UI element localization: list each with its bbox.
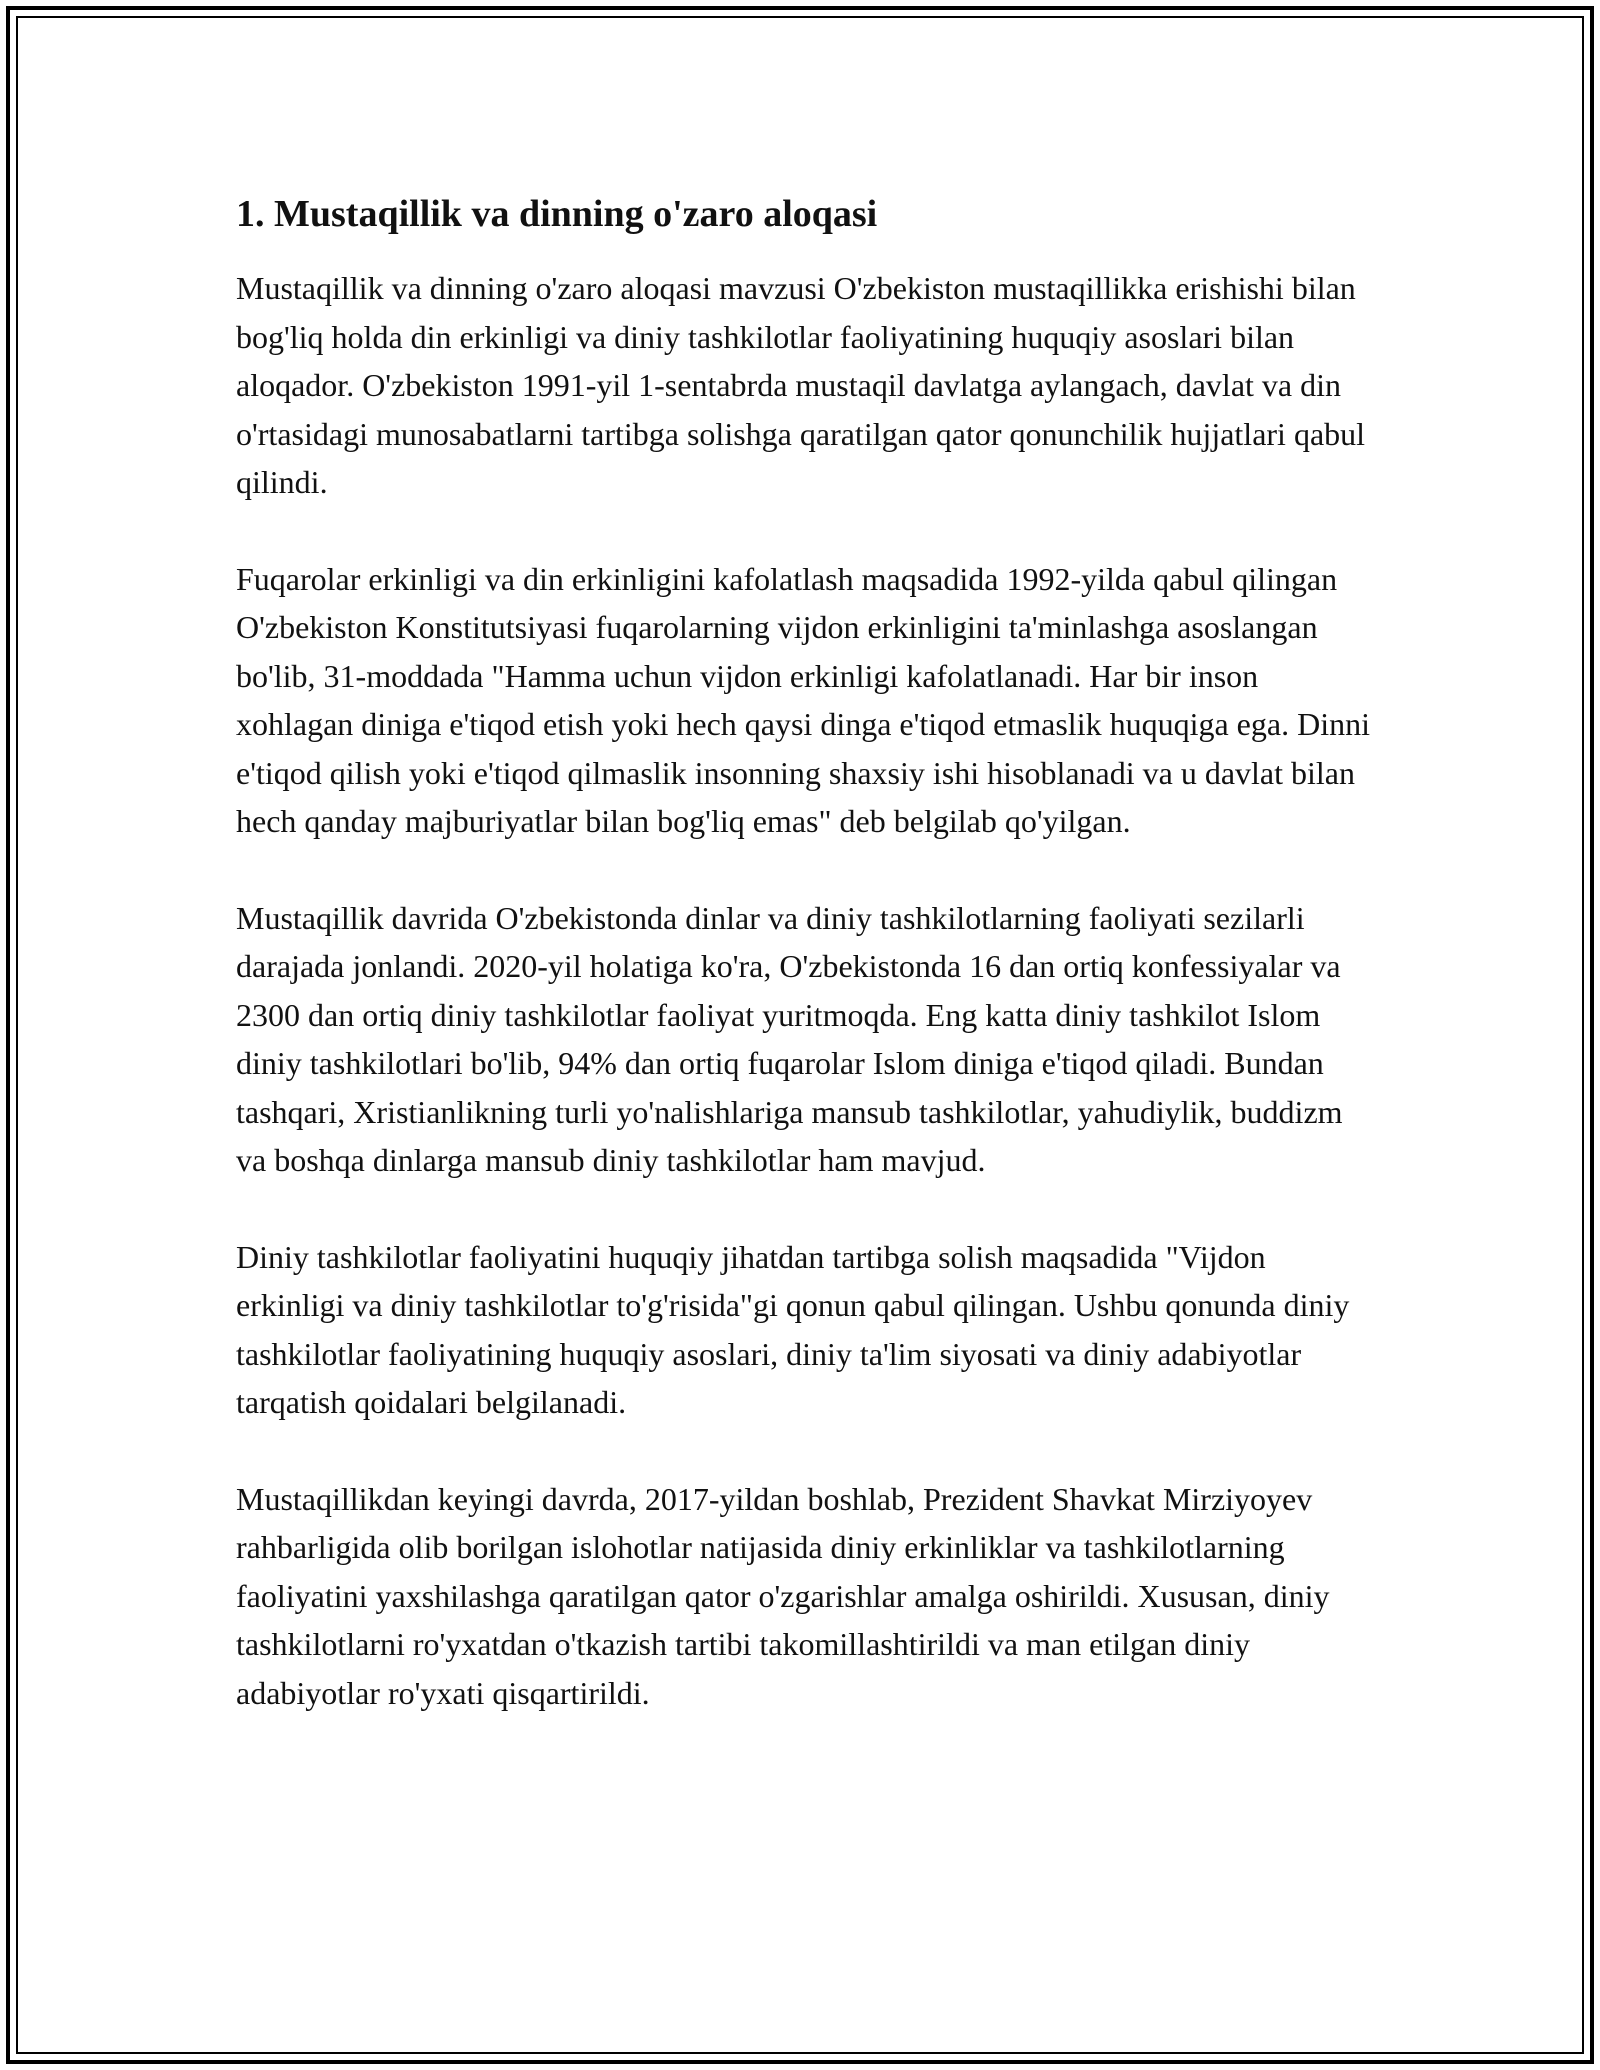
section-heading: 1. Mustaqillik va dinning o'zaro aloqasi	[236, 193, 878, 235]
paragraph-3: Mustaqillik davrida O'zbekistonda dinlar va diniy tashkilotlarning faoliyati sezilarli darajada jonlandi. 2020-yil holatiga ko'ra, O'zbekistonda 16 dan ortiq konfessiyalar va 2300 dan ortiq diniy tashkilotlar faoliyat yuritmoqda. Eng katta diniy tashkilot Islom diniy tashkilotlari bo'lib, 94% dan ortiq fuqarolar Islom diniga e'tiqod qiladi. Bundan tashqari, Xristianlikning turli yo'nalishlariga mansub tashkilotlar, yahudiylik, buddizm va boshqa dinlarga mansub diniy tashkilotlar ham mavjud.	[236, 899, 1343, 1178]
paragraph-2: Fuqarolar erkinligi va din erkinligini kafolatlash maqsadida 1992-yilda qabul qilingan O'zbekiston Konstitutsiyasi fuqarolarning vijdon erkinligini ta'minlashga asoslangan bo'lib, 31-moddada "Hamma uchun vijdon erkinligi kafolatlanadi. Har bir inson xohlagan diniga e'tiqod etish yoki hech qaysi dinga e'tiqod etmaslik huquqiga ega. Dinni e'tiqod qilish yoki e'tiqod qilmaslik insonning shaxsiy ishi hisoblanadi va u davlat bilan hech qanday majburiyatlar bilan bog'liq emas" deb belgilab qo'yilgan.	[236, 560, 1370, 839]
paragraph-5: Mustaqillikdan keyingi davrda, 2017-yildan boshlab, Prezident Shavkat Mirziyoyev rahbarligida olib borilgan islohotlar natijasida diniy erkinliklar va tashkilotlarning faoliyatini yaxshilashga qaratilgan qator o'zgarishlar amalga oshirildi. Xususan, diniy tashkilotlarni ro'yxatdan o'tkazish tartibi takomillashtirildi va man etilgan diniy adabiyotlar ro'yxati qisqartirildi.	[236, 1480, 1330, 1711]
document-body	[236, 188, 1376, 1765]
paragraph-4: Diniy tashkilotlar faoliyatini huquqiy jihatdan tartibga solish maqsadida "Vijdon erkinligi va diniy tashkilotlar to'g'risida"gi qonun qabul qilingan. Ushbu qonunda diniy tashkilotlar faoliyatining huquqiy asoslari, diniy ta'lim siyosati va diniy adabiyotlar tarqatish qoidalari belgilanadi.	[236, 1238, 1350, 1420]
paragraph-1: Mustaqillik va dinning o'zaro aloqasi mavzusi O'zbekiston mustaqillikka erishishi bilan bog'liq holda din erkinligi va diniy tashkilotlar faoliyatining huquqiy asoslari bilan aloqador. O'zbekiston 1991-yil 1-sentabrda mustaqil davlatga aylangach, davlat va din o'rtasidagi munosabatlarni tartibga solishga qaratilgan qator qonunchilik hujjatlari qabul qilindi.	[236, 270, 1366, 500]
